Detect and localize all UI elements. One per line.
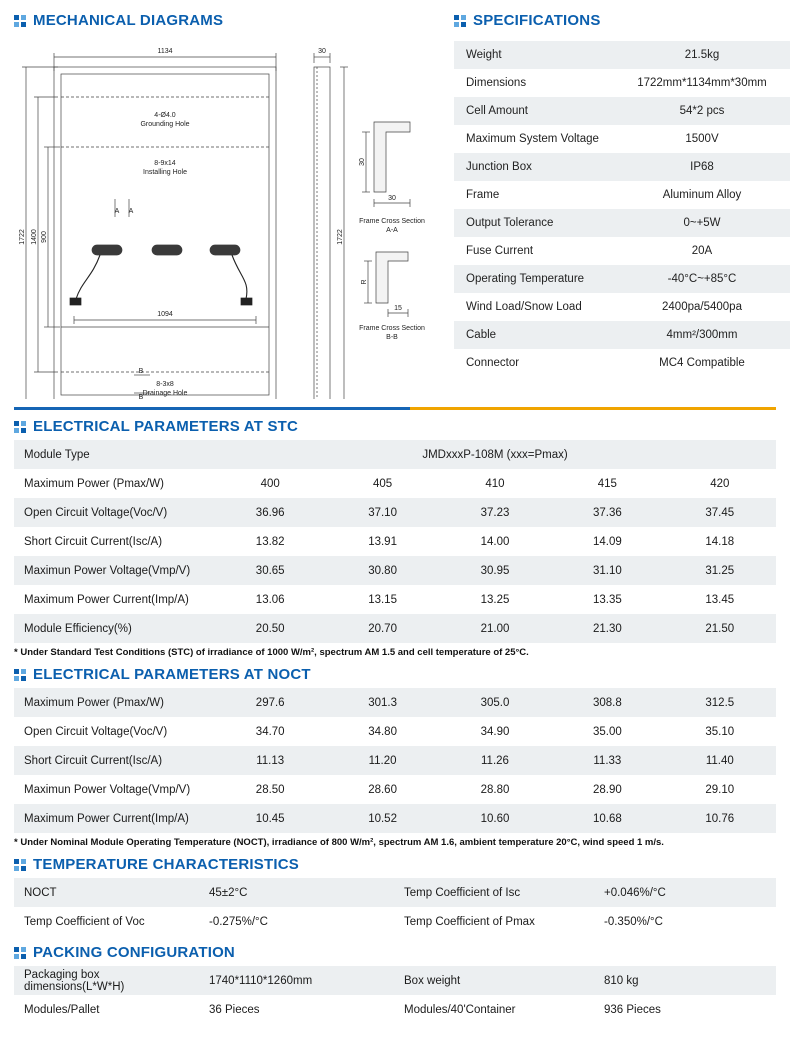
table-row	[454, 153, 790, 181]
spec-key: Weight	[466, 49, 502, 61]
cell: 415	[551, 469, 663, 498]
square-bullet-icon	[14, 421, 26, 433]
cell: 10.60	[439, 804, 551, 833]
cell: 10.52	[326, 804, 438, 833]
cell: 34.70	[214, 717, 326, 746]
square-bullet-icon	[14, 947, 26, 959]
cell: 35.10	[664, 717, 776, 746]
mechanical-drawing	[14, 37, 444, 397]
spec-value: 1722mm*1134mm*30mm	[637, 77, 767, 89]
table-row	[454, 69, 790, 97]
stc-table	[14, 440, 776, 643]
stc-module-type-label: Module Type	[14, 440, 214, 469]
section-header-stc	[14, 418, 776, 435]
cell: 29.10	[664, 775, 776, 804]
section-divider	[14, 407, 776, 410]
cell: 37.10	[326, 498, 438, 527]
square-bullet-icon	[14, 859, 26, 871]
cell: 400	[214, 469, 326, 498]
spec-key: Output Tolerance	[466, 217, 554, 229]
mechanical-drawing-svg	[14, 37, 444, 399]
table-row	[454, 265, 790, 293]
section-title-stc: ELECTRICAL PARAMETERS AT STC	[33, 418, 299, 435]
section-mark-b-top: B	[138, 368, 144, 375]
spec-key: Junction Box	[466, 161, 532, 173]
spec-value: 0~+5W	[683, 217, 721, 229]
cell: 14.09	[551, 527, 663, 556]
stc-module-type-value: JMDxxxP-108M (xxx=Pmax)	[214, 440, 776, 469]
section-header-specifications	[454, 12, 790, 29]
drainage-hole-label-2: Drainage Hole	[142, 390, 188, 397]
table-row	[454, 209, 790, 237]
table-row	[454, 125, 790, 153]
table-row	[454, 349, 790, 377]
table-row	[14, 469, 776, 498]
table-row	[14, 775, 776, 804]
section-title-temperature: TEMPERATURE CHARACTERISTICS	[33, 856, 299, 873]
square-bullet-icon	[14, 669, 26, 681]
square-bullet-icon	[14, 15, 26, 27]
spec-value: Aluminum Alloy	[662, 189, 742, 201]
table-row	[454, 321, 790, 349]
section-mark-a-right: A	[128, 208, 134, 215]
cell-key: Temp Coefficient of Isc	[394, 878, 594, 907]
dim-width-1094: 1094	[157, 311, 173, 318]
spec-value: 54*2 pcs	[679, 105, 725, 117]
packing-table	[14, 966, 776, 1024]
grounding-hole-label-1: 4-Ø4.0	[154, 112, 176, 119]
spec-value: -40°C~+85°C	[667, 273, 737, 285]
specifications-column	[444, 12, 790, 397]
spec-key: Frame	[466, 189, 500, 201]
cell: 410	[439, 469, 551, 498]
table-row	[14, 804, 776, 833]
dim-side-height: 1722	[337, 229, 344, 245]
spec-value: 4mm²/300mm	[666, 329, 738, 341]
cell: 13.06	[214, 585, 326, 614]
specifications-table	[454, 41, 790, 377]
section-bb-dim-height: R	[361, 279, 368, 285]
stc-block	[0, 410, 790, 658]
section-mark-b-bottom: B	[138, 394, 144, 399]
section-bb-label-1: Frame Cross Section	[359, 325, 425, 332]
section-aa-label-2: A-A	[386, 227, 398, 234]
cell: 36.96	[214, 498, 326, 527]
row-label: Short Circuit Current(Isc/A)	[14, 527, 214, 556]
cell: 37.36	[551, 498, 663, 527]
drainage-hole-label-1: 8-3x8	[156, 381, 174, 388]
cell-value: -0.275%/°C	[199, 907, 394, 936]
cell-value: 810 kg	[594, 966, 776, 995]
cell: 28.80	[439, 775, 551, 804]
noct-block	[0, 658, 790, 848]
cell: 21.30	[551, 614, 663, 643]
cell: 31.25	[664, 556, 776, 585]
cell-value: 45±2°C	[199, 878, 394, 907]
row-label: Open Circuit Voltage(Voc/V)	[14, 717, 214, 746]
cell: 11.26	[439, 746, 551, 775]
section-title-packing: PACKING CONFIGURATION	[33, 944, 235, 961]
cell: 14.00	[439, 527, 551, 556]
section-header-mechanical	[14, 12, 444, 29]
packing-block	[0, 936, 790, 1024]
cell: 11.33	[551, 746, 663, 775]
cell: 10.76	[664, 804, 776, 833]
row-label: Maximum Power Current(Imp/A)	[14, 804, 214, 833]
cell-key: Temp Coefficient of Voc	[14, 907, 199, 936]
cell: 28.50	[214, 775, 326, 804]
spec-key: Maximum System Voltage	[466, 133, 599, 145]
section-aa-dim-width: 30	[388, 195, 396, 202]
dim-height-1722: 1722	[19, 229, 26, 245]
table-row	[454, 293, 790, 321]
cell: 37.45	[664, 498, 776, 527]
divider-blue	[14, 407, 410, 410]
section-aa-dim-height: 30	[359, 158, 366, 166]
cell: 312.5	[664, 688, 776, 717]
table-row	[454, 237, 790, 265]
cell-value: +0.046%/°C	[594, 878, 776, 907]
spec-value: 2400pa/5400pa	[662, 301, 742, 313]
row-label: Maximun Power Voltage(Vmp/V)	[14, 556, 214, 585]
divider-gold	[410, 407, 776, 410]
row-label: Module Efficiency(%)	[14, 614, 214, 643]
installing-hole-label-2: Installing Hole	[143, 169, 187, 176]
cell: 10.45	[214, 804, 326, 833]
row-label: Open Circuit Voltage(Voc/V)	[14, 498, 214, 527]
dim-height-900: 900	[41, 231, 48, 243]
cell-key: Temp Coefficient of Pmax	[394, 907, 594, 936]
cell: 35.00	[551, 717, 663, 746]
dim-height-1400: 1400	[31, 229, 38, 245]
section-title-mechanical: MECHANICAL DIAGRAMS	[33, 12, 224, 29]
cell: 11.13	[214, 746, 326, 775]
temperature-table	[14, 878, 776, 936]
spec-key: Connector	[466, 357, 520, 369]
section-mark-a-left: A	[114, 208, 120, 215]
section-aa-label-1: Frame Cross Section	[359, 218, 425, 225]
spec-value: IP68	[690, 161, 714, 173]
dim-thickness: 30	[318, 48, 326, 55]
cell: 308.8	[551, 688, 663, 717]
spec-value: 21.5kg	[684, 49, 720, 61]
cell: 11.40	[664, 746, 776, 775]
cell: 20.50	[214, 614, 326, 643]
row-label: Maximum Power Current(Imp/A)	[14, 585, 214, 614]
table-row	[14, 717, 776, 746]
noct-note: * Under Nominal Module Operating Temperature (NOCT), irradiance of 800 W/m², spectrum AM 1.6, ambient temperature 20°C, wind speed 1 m/s.	[14, 837, 664, 848]
spec-key: Dimensions	[466, 77, 527, 89]
row-label: Maximun Power Voltage(Vmp/V)	[14, 775, 214, 804]
spec-value: 20A	[691, 245, 713, 257]
row-label: Short Circuit Current(Isc/A)	[14, 746, 214, 775]
grounding-hole-label-2: Grounding Hole	[140, 121, 190, 128]
section-title-noct: ELECTRICAL PARAMETERS AT NOCT	[33, 666, 311, 683]
spec-key: Cable	[466, 329, 497, 341]
dim-width-top: 1134	[157, 48, 173, 55]
section-header-packing	[14, 944, 776, 961]
table-row	[14, 746, 776, 775]
cell-key: NOCT	[14, 878, 199, 907]
table-row	[14, 995, 776, 1024]
top-area	[0, 0, 790, 397]
table-row	[454, 97, 790, 125]
section-bb-label-2: B-B	[386, 334, 398, 341]
cell: 30.65	[214, 556, 326, 585]
cell: 21.50	[664, 614, 776, 643]
cell: 420	[664, 469, 776, 498]
cell: 13.25	[439, 585, 551, 614]
cell: 34.80	[326, 717, 438, 746]
installing-hole-label-1: 8-9x14	[154, 160, 176, 167]
table-row	[14, 688, 776, 717]
square-bullet-icon	[454, 15, 466, 27]
cell: 28.60	[326, 775, 438, 804]
cell: 13.15	[326, 585, 438, 614]
temperature-block	[0, 848, 790, 936]
cell-value: 36 Pieces	[199, 995, 394, 1024]
spec-key: Fuse Current	[466, 245, 534, 257]
stc-note: * Under Standard Test Conditions (STC) of irradiance of 1000 W/m², spectrum AM 1.5 and cell temperature of 25°C.	[14, 647, 529, 658]
row-label: Maximum Power (Pmax/W)	[14, 469, 214, 498]
cell: 14.18	[664, 527, 776, 556]
cell: 34.90	[439, 717, 551, 746]
table-row	[14, 585, 776, 614]
cell: 13.91	[326, 527, 438, 556]
row-label: Maximum Power (Pmax/W)	[14, 688, 214, 717]
spec-key: Cell Amount	[466, 105, 529, 117]
table-row	[14, 878, 776, 907]
table-row	[14, 527, 776, 556]
cell: 11.20	[326, 746, 438, 775]
cell: 405	[326, 469, 438, 498]
cell: 31.10	[551, 556, 663, 585]
cell-key: Modules/Pallet	[14, 995, 199, 1024]
spec-value: MC4 Compatible	[659, 357, 745, 369]
cell-key: Modules/40'Container	[394, 995, 594, 1024]
table-row	[14, 440, 776, 469]
section-bb-dim-width: 15	[394, 305, 402, 312]
cell: 10.68	[551, 804, 663, 833]
spec-key: Operating Temperature	[466, 273, 585, 285]
cell: 20.70	[326, 614, 438, 643]
cell-key: Box weight	[394, 966, 594, 995]
cell: 305.0	[439, 688, 551, 717]
spec-key: Wind Load/Snow Load	[466, 301, 582, 313]
cell: 301.3	[326, 688, 438, 717]
cell-value: 1740*1110*1260mm	[199, 966, 394, 995]
table-row	[454, 41, 790, 69]
section-title-specifications: SPECIFICATIONS	[473, 12, 601, 29]
table-row	[14, 907, 776, 936]
noct-table	[14, 688, 776, 833]
cell: 13.35	[551, 585, 663, 614]
table-row	[14, 498, 776, 527]
table-row	[454, 181, 790, 209]
cell-value: 936 Pieces	[594, 995, 776, 1024]
table-row	[14, 556, 776, 585]
cell: 21.00	[439, 614, 551, 643]
mechanical-column	[14, 12, 444, 397]
cell: 297.6	[214, 688, 326, 717]
cell: 13.82	[214, 527, 326, 556]
table-row	[14, 966, 776, 995]
cell: 13.45	[664, 585, 776, 614]
cell: 30.95	[439, 556, 551, 585]
cell: 30.80	[326, 556, 438, 585]
cell: 37.23	[439, 498, 551, 527]
section-header-temperature	[14, 856, 776, 873]
table-row	[14, 614, 776, 643]
section-header-noct	[14, 666, 776, 683]
cell: 28.90	[551, 775, 663, 804]
cell-value: -0.350%/°C	[594, 907, 776, 936]
spec-value: 1500V	[685, 133, 719, 145]
cell-key: Packaging box dimensions(L*W*H)	[14, 966, 199, 995]
